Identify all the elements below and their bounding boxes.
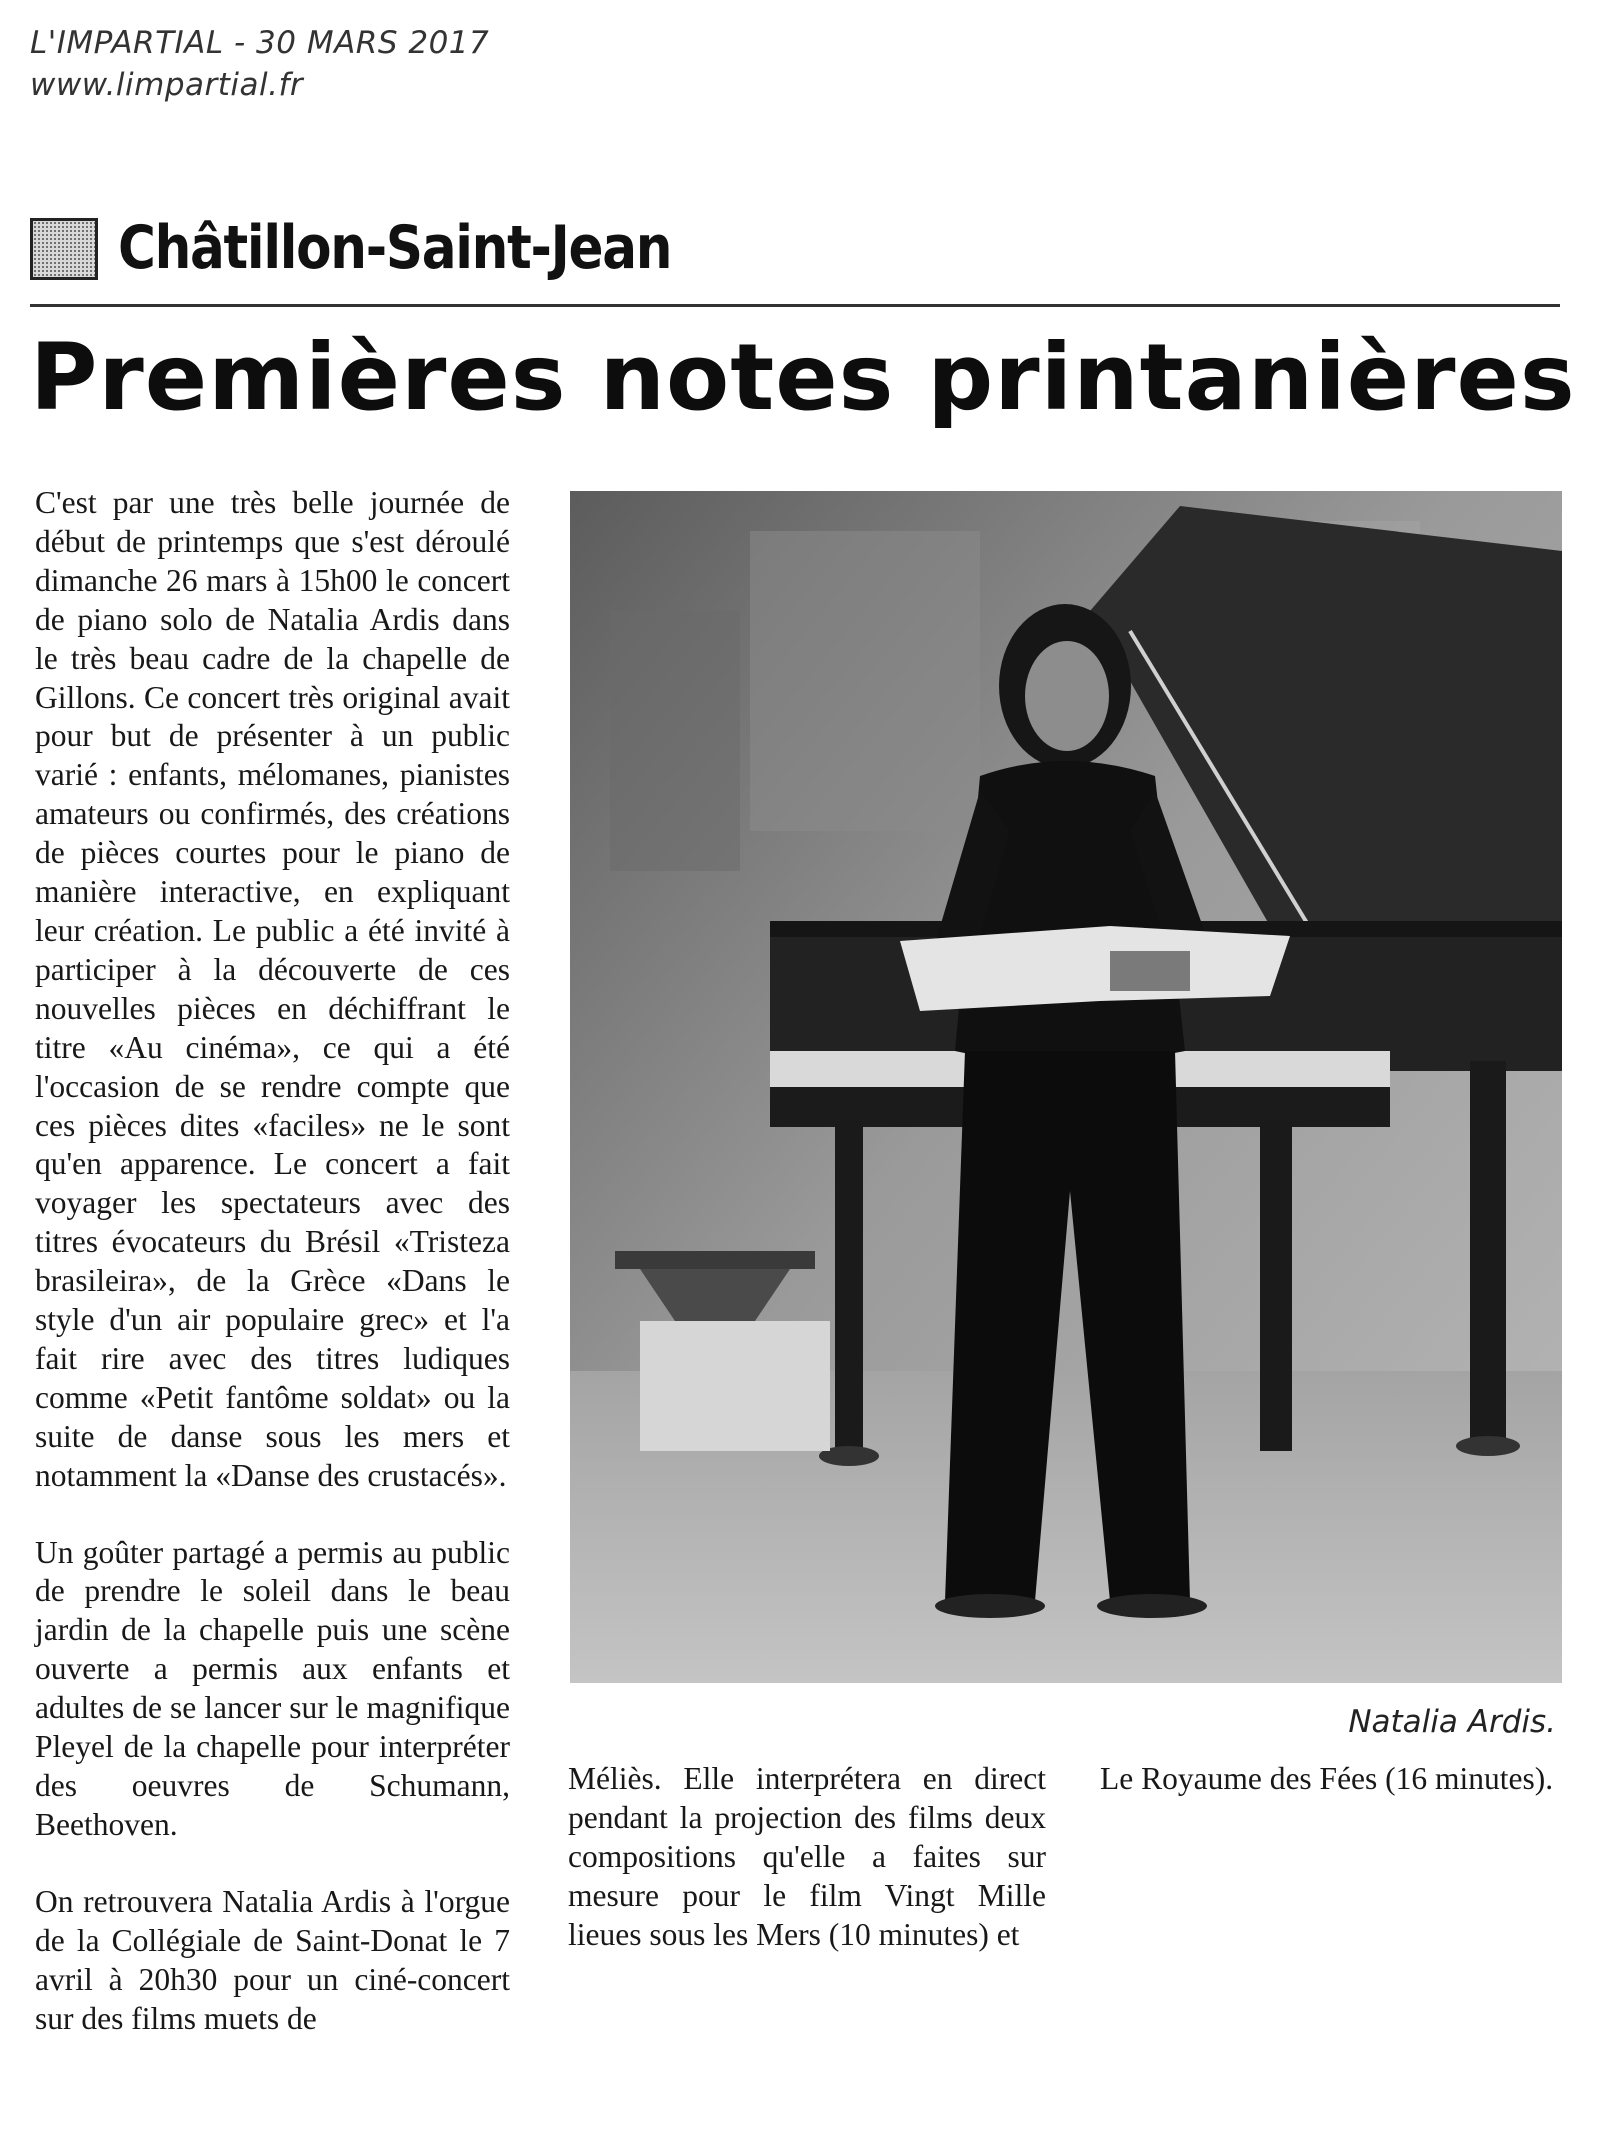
photo-illustration [570,491,1562,1683]
paragraph-3: On retrouvera Natalia Ardis à l'orgue de la Collégiale de Saint-Donat le 7 avril à 20h30 pour un ciné-concert sur des films muets de [35,1883,510,2036]
article-photo [570,491,1562,1683]
header-divider [30,304,1560,307]
rubric-marker-icon [30,218,98,280]
paragraph-4: Méliès. Elle interprétera en direct pendant la projection des films deux compositions qu'elle a faites sur mesure pour le film Vingt Mille lieues sous les Mers (10 minutes) et [568,1761,1046,1952]
section-rubric: Châtillon-Saint-Jean [118,213,672,283]
article-column-3 [1100,1760,1560,1799]
masthead [30,22,489,106]
article-column-1 [35,484,510,2038]
masthead-website: www.limpartial.fr [30,67,304,103]
article-headline: Premières notes printanières [30,324,1576,431]
article-column-2 [568,1760,1046,1955]
paragraph-2: Un goûter partagé a permis au public de prendre le soleil dans le beau jardin de la chapelle puis une scène ouverte a permis aux enfants et adultes de se lancer sur le magnifique Pleyel de la chapelle pour interpréter des oeuvres de Schumann, Beethoven. [35,1534,510,1842]
photo-caption: Natalia Ardis. [1348,1704,1556,1740]
paragraph-1: C'est par une très belle journée de début de printemps que s'est déroulé dimanche 26 mars à 15h00 le concert de piano solo de Natalia Ardis dans le très beau cadre de la chapelle de Gillons. Ce concert très original avait pour but de présenter à un public varié : enfants, mélomanes, pianistes amateurs ou confirmés, des créations de pièces courtes pour le piano de manière interactive, en expliquant leur création. Le public a été invité à participer à la découverte de ces nouvelles pièces en déchiffrant le titre «Au cinéma», ce qui a été l'occasion de se rendre compte que ces pièces dites «faciles» ne le sont qu'en apparence. Le concert a fait voyager les spectateurs avec des titres évocateurs du Brésil «Tristeza brasileira», de la Grèce «Dans le style d'un air populaire grec» et l'a fait rire avec des titres ludiques comme «Petit fantôme soldat» ou la suite de danse sous les mers et notamment la «Danse des crustacés». [35,485,510,1493]
paragraph-5: Le Royaume des Fées (16 minutes). [1100,1761,1554,1796]
masthead-publication-date: L'IMPARTIAL - 30 MARS 2017 [30,25,490,61]
